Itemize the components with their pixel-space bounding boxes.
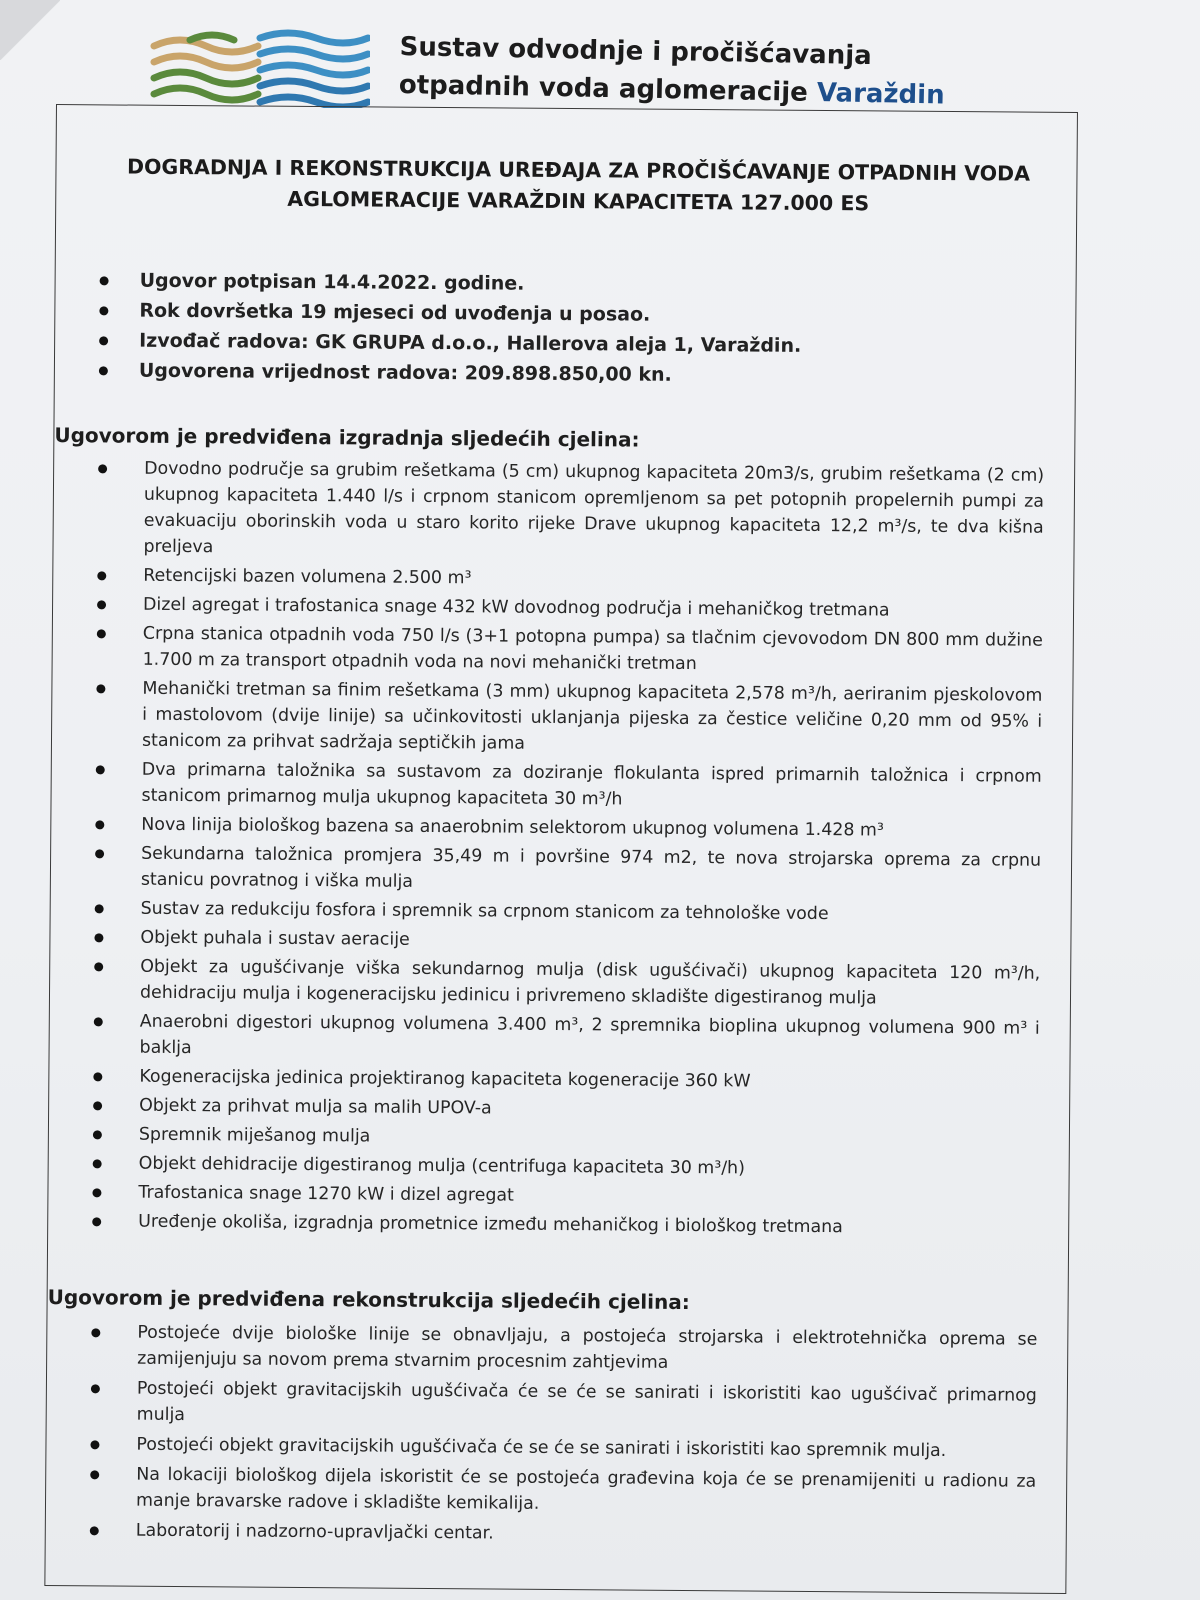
wave-stripes-logo-icon [150, 28, 370, 108]
organization-title-prefix: otpadnih voda aglomeracije [398, 69, 809, 108]
construction-items-list [92, 455, 1044, 1244]
fact-contractor: Izvođač radova: GK GRUPA d.o.o., Hallerova aleja 1, Varaždin. [99, 325, 801, 361]
list-item: Postojeći objekt gravitacijskih ugušćivača će se će se sanirati i iskoristiti kao spremnik mulja. [90, 1431, 1036, 1464]
organization-title-line1: Sustav odvodnje i pročišćavanja [399, 31, 873, 72]
list-item: Trafostanica snage 1270 kW i dizel agregat [92, 1179, 1038, 1212]
list-item: Objekt za prihvat mulja sa malih UPOV-a [93, 1092, 1039, 1125]
contract-facts-list [99, 265, 802, 391]
document-frame [44, 104, 1078, 1594]
list-item: Sekundarna taložnica promjera 35,49 m i površine 974 m2, te nova strojarska oprema za crpnu stanicu povratnog i viška mulja [95, 840, 1041, 899]
list-item: Objekt dehidracije digestiranog mulja (centrifuga kapaciteta 30 m³/h) [93, 1150, 1039, 1183]
fact-signed: Ugovor potpisan 14.4.2022. godine. [99, 265, 801, 301]
list-item: Uređenje okoliša, izgradnja prometnice između mehaničkog i biološkog tretmana [92, 1208, 1038, 1241]
list-item: Dovodno područje sa grubim rešetkama (5 cm) ukupnog kapaciteta 20m3/s, grubim rešetkama (2 cm) ukupnog kapaciteta 1.440 l/s i crpnom stanicom opremljenom sa pet potopnih propelernih pumpi za evakuaciju oborinskih voda u staro korito rijeke Drave ukupnog kapaciteta 12,2 m³/s, te dva kišna preljeva [97, 455, 1044, 566]
reconstruction-section-title: Ugovorom je predviđena rekonstrukcija sljedećih cjelina: [47, 1284, 690, 1315]
list-item: Retencijski bazen volumena 2.500 m³ [97, 562, 1043, 595]
organization-city: Varaždin [816, 78, 945, 111]
construction-section-title: Ugovorom je predviđena izgradnja sljedećih cjelina: [54, 422, 640, 452]
list-item: Mehanički tretman sa finim rešetkama (3 mm) ukupnog kapaciteta 2,578 m³/h, aeriranim pjeskolovom i mastolovom (dvije linije) sa učinkovitosti uklanjanja pijeska za čestice veličine 0,20 mm od 95% i stanicom za prihvat sadržaja septičkih jama [96, 675, 1043, 760]
list-item: Postojeći objekt gravitacijskih ugušćivača će se će se sanirati i iskoristiti kao ugušćivač primarnog mulja [91, 1375, 1037, 1434]
page-corner [0, 0, 60, 60]
list-item: Dva primarna taložnika sa sustavom za doziranje flokulanta ispred primarnih taložnica i crpnom stanicom primarnog mulja ukupnog kapaciteta 30 m³/h [95, 756, 1041, 815]
document-heading-line1: DOGRADNJA I REKONSTRUKCIJA UREĐAJA ZA PROČIŠĆAVANJE OTPADNIH VODA [126, 154, 1031, 186]
document-heading [108, 151, 1048, 220]
organization-title [399, 28, 1000, 116]
list-item: Objekt puhala i sustav aeracije [94, 924, 1040, 957]
fact-deadline: Rok dovršetka 19 mjeseci od uvođenja u posao. [99, 295, 801, 331]
list-item: Objekt za ugušćivanje viška sekundarnog mulja (disk ugušćivači) ukupnog kapaciteta 120 m³/h, dehidraciju mulja i kogeneracijsku jedinicu i privremeno skladište digestiranog mulja [94, 953, 1040, 1012]
list-item: Laboratorij i nadzorno-upravljački centar. [90, 1517, 1036, 1550]
document-heading-line2: AGLOMERACIJE VARAŽDIN KAPACITETA 127.000 ES [287, 186, 870, 216]
list-item: Nova linija biološkog bazena sa anaerobnim selektorom ukupnog volumena 1.428 m³ [95, 811, 1041, 844]
list-item: Anaerobni digestori ukupnog volumena 3.400 m³, 2 spremnika bioplina ukupnog volumena 900 m³ i baklja [93, 1008, 1039, 1067]
list-item: Kogeneracijska jedinica projektiranog kapaciteta kogeneracije 360 kW [93, 1063, 1039, 1096]
list-item: Dizel agregat i trafostanica snage 432 kW dovodnog područja i mehaničkog tretmana [97, 591, 1043, 624]
list-item: Na lokaciji biološkog dijela iskoristit će se postojeća građevina koja će se prenamijeniti u radionu za manje bravarske radove i skladište kemikalija. [90, 1461, 1036, 1520]
reconstruction-items-list [90, 1319, 1038, 1554]
list-item: Postojeće dvije biološke linije se obnavljaju, a postojeća strojarska i elektrotehnička oprema se zamijenjuju sa novom prema stvarnim procesnim zahtjevima [91, 1319, 1037, 1378]
fact-value: Ugovorena vrijednost radova: 209.898.850,00 kn. [99, 355, 801, 391]
list-item: Sustav za redukciju fosfora i spremnik sa crpnom stanicom za tehnološke vode [95, 895, 1041, 928]
list-item: Spremnik miješanog mulja [93, 1121, 1039, 1154]
list-item: Crpna stanica otpadnih voda 750 l/s (3+1 potopna pumpa) sa tlačnim cjevovodom DN 800 mm dužine 1.700 m za transport otpadnih voda na novi mehanički tretman [97, 620, 1043, 679]
